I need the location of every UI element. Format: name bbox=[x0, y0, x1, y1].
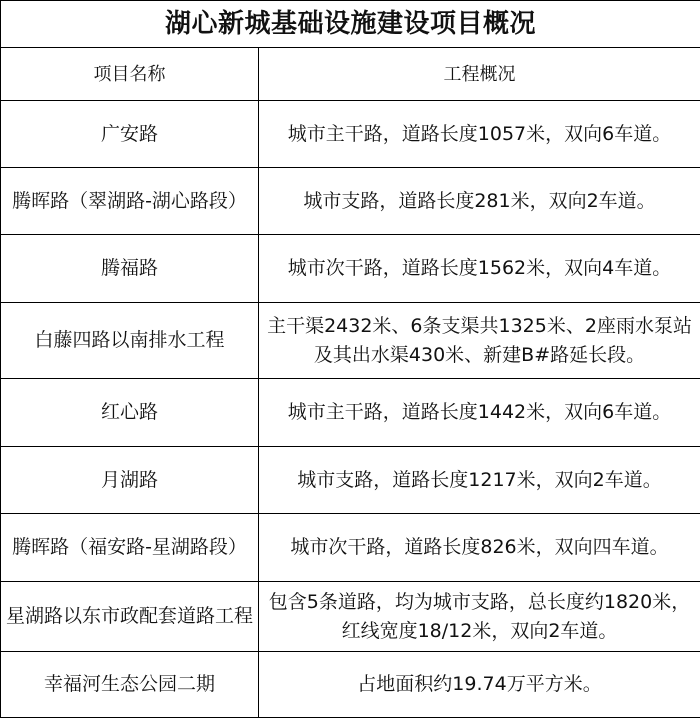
header-row bbox=[1, 48, 700, 101]
overview-cell: 城市次干路，道路长度1562米，双向4车道。 bbox=[259, 235, 700, 303]
table-title: 湖心新城基础设施建设项目概况 bbox=[1, 1, 700, 48]
project-name-cell: 白藤四路以南排水工程 bbox=[1, 303, 259, 379]
project-name-cell: 红心路 bbox=[1, 379, 259, 447]
overview-cell: 城市支路，道路长度1217米，双向2车道。 bbox=[259, 447, 700, 514]
overview-cell: 城市支路，道路长度281米，双向2车道。 bbox=[259, 168, 700, 235]
table-row bbox=[1, 652, 700, 718]
table-row bbox=[1, 582, 700, 652]
overview-cell: 城市主干路，道路长度1442米，双向6车道。 bbox=[259, 379, 700, 447]
header-project-name: 项目名称 bbox=[1, 48, 259, 101]
project-name-cell: 广安路 bbox=[1, 101, 259, 168]
overview-cell: 包含5条道路，均为城市支路，总长度约1820米，红线宽度18/12米，双向2车道。 bbox=[259, 582, 700, 652]
table-row bbox=[1, 235, 700, 303]
project-name-cell: 星湖路以东市政配套道路工程 bbox=[1, 582, 259, 652]
overview-cell: 占地面积约19.74万平方米。 bbox=[259, 652, 700, 718]
project-name-cell: 腾晖路（翠湖路-湖心路段） bbox=[1, 168, 259, 235]
overview-cell: 城市次干路，道路长度826米，双向四车道。 bbox=[259, 514, 700, 582]
overview-cell: 主干渠2432米、6条支渠共1325米、2座雨水泵站及其出水渠430米、新建B#路延长段。 bbox=[259, 303, 700, 379]
overview-cell: 城市主干路，道路长度1057米，双向6车道。 bbox=[259, 101, 700, 168]
table-row bbox=[1, 168, 700, 235]
project-name-cell: 月湖路 bbox=[1, 447, 259, 514]
project-name-cell: 幸福河生态公园二期 bbox=[1, 652, 259, 718]
table-row bbox=[1, 447, 700, 514]
project-name-cell: 腾晖路（福安路-星湖路段） bbox=[1, 514, 259, 582]
table-row bbox=[1, 379, 700, 447]
table-row bbox=[1, 101, 700, 168]
title-row bbox=[1, 1, 700, 48]
table-row bbox=[1, 303, 700, 379]
table-row bbox=[1, 514, 700, 582]
project-name-cell: 腾福路 bbox=[1, 235, 259, 303]
header-overview: 工程概况 bbox=[259, 48, 700, 101]
